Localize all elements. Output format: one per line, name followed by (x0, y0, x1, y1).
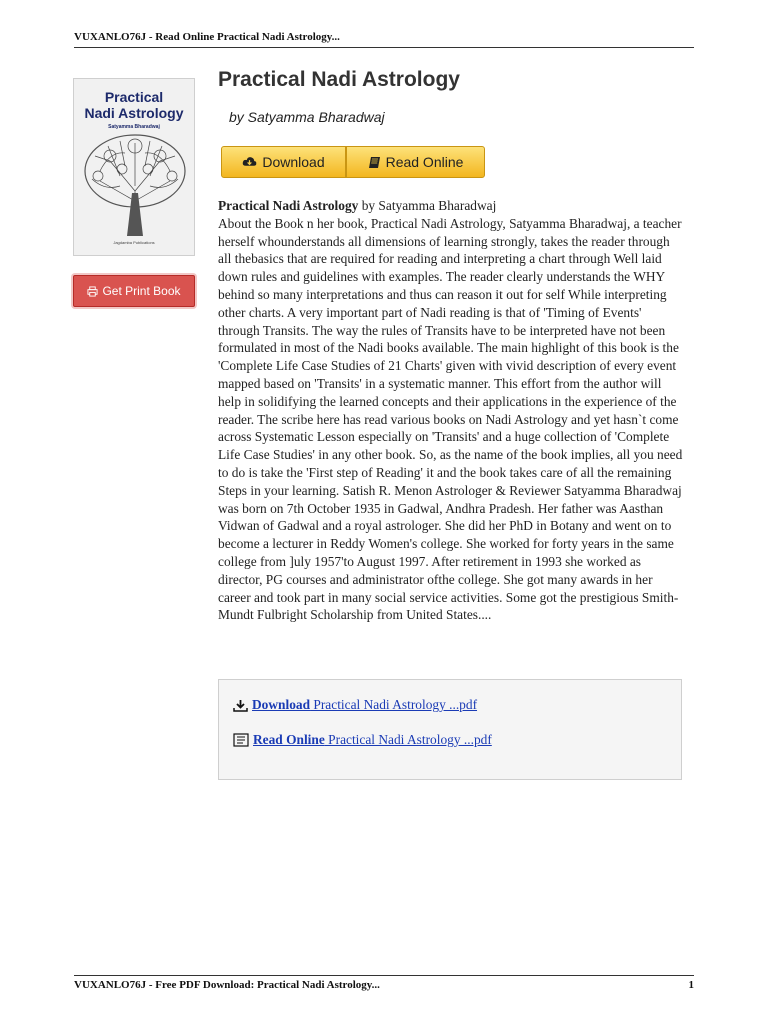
description-title: Practical Nadi Astrology (218, 198, 359, 213)
download-pdf-link-row[interactable] (233, 697, 477, 713)
download-link-bold: Download (252, 697, 311, 712)
cover-title-line2: Nadi Astrology (84, 105, 184, 121)
cover-author: Satyamma Bharadwaj (108, 124, 160, 130)
read-online-link-bold: Read Online (253, 732, 325, 747)
get-print-book-label: Get Print Book (102, 284, 181, 298)
printer-icon (87, 286, 98, 297)
book-byline: by Satyamma Bharadwaj (229, 109, 385, 125)
read-online-pdf-link[interactable] (253, 732, 492, 748)
cover-title (74, 89, 194, 121)
footer-text: VUXANLO76J - Free PDF Download: Practical Nadi Astrology... (74, 979, 380, 991)
book-cover[interactable] (73, 78, 195, 256)
download-label: Download (262, 154, 325, 170)
read-online-button[interactable] (346, 146, 485, 178)
cover-publisher: Jagdamba Publications (113, 240, 155, 245)
description-body: About the Book n her book, Practical Nadi Astrology, Satyamma Bharadwaj, a teacher herself whounderstands all dimensions of learning strongly, takes the reader through all thebasics that are required for reading and interpreting a chart through Well laid down rules and guidelines with examples. The reader clearly understands the WHY behind so many interpretations and thus can reason it out for self While interpreting other charts. A very important part of Nadi reading is that of 'Timing of Events' through Transits. The way the rules of Transits have to be interpreted have not been formulated in most of the Nadi books available. The main highlight of this book is the 'Complete Life Case Studies of 21 Charts' given with vivid description of every event mapped based on 'Transits' in a systematic manner. This effort from the author will help in solidifying the learned concepts and their applications in the experience of the reader. The scribe here has read various books on Nadi Astrology and yet hasn`t come across Systematic Lesson especially on 'Transits' and a huge collection of 'Complete Life Case Studies' in any other book. So, as the name of the book implies, all you need to do is take the 'First step of Reading' it and the book takes care of all the remaining Steps in your learning. Satish R. Menon Astrologer & Reviewer Satyamma Bharadwaj was born on 7th October 1935 in Gadwal, Andhra Pradesh. Her father was Aasthan Vidwan of Gadwal and a royal astrologer. She did her PhD in Botany and went on to become a lecturer in Reddy Women's college. She worked for forty years in the same college from ]uly 1957'to August 1997. After retirement in 1993 she worked as director, PG courses and administrator ofthe college. She got many awards in her career and took part in many social service activities. Some got the prestigious Smith-Mundt Fulbright Scholarship from United States.... (218, 215, 683, 623)
cover-title-line1: Practical (104, 89, 164, 105)
read-online-label: Read Online (385, 154, 464, 170)
book-title: Practical Nadi Astrology (218, 68, 460, 91)
download-button[interactable] (221, 146, 346, 178)
download-arrow-icon (233, 699, 248, 712)
tree-illustration (80, 131, 190, 239)
cloud-download-icon (242, 156, 257, 168)
page-footer (74, 975, 694, 991)
get-print-book-button[interactable] (73, 275, 195, 307)
download-pdf-link[interactable] (252, 697, 477, 713)
download-link-text: Practical Nadi Astrology ...pdf (310, 697, 478, 712)
header-text: VUXANLO76J - Read Online Practical Nadi Astrology... (74, 31, 340, 43)
book-description (218, 197, 684, 624)
download-links-box (218, 679, 682, 780)
page-header (74, 31, 694, 48)
book-icon (368, 156, 381, 169)
page-number: 1 (688, 979, 694, 991)
read-online-pdf-link-row[interactable] (233, 732, 492, 748)
description-author: by Satyamma Bharadwaj (358, 198, 497, 213)
document-icon (233, 733, 249, 747)
read-online-link-text: Practical Nadi Astrology ...pdf (324, 732, 492, 747)
